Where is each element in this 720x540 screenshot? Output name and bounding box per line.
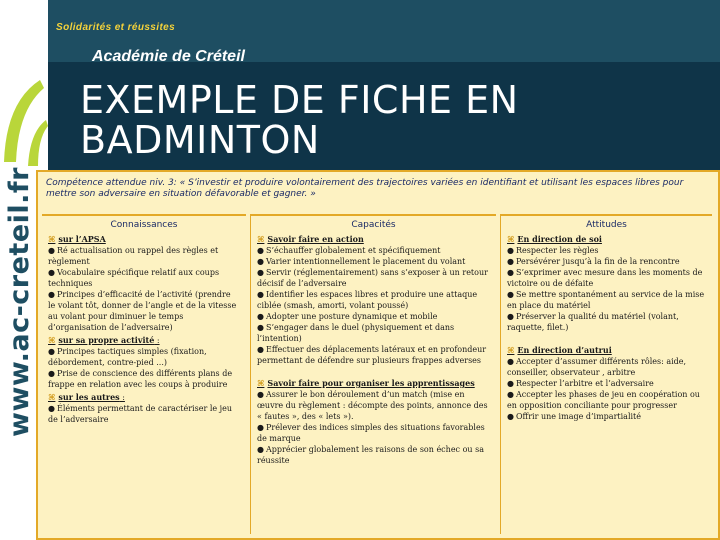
list-item bbox=[257, 289, 490, 311]
dot-icon: ● bbox=[507, 268, 514, 277]
section-label: sur sa propre activité bbox=[58, 335, 155, 345]
list-item-text: Éléments permettant de caractériser le jeu de l’adversaire bbox=[48, 404, 233, 424]
page-title: EXEMPLE DE FICHE EN BADMINTON bbox=[80, 78, 519, 162]
list-item bbox=[48, 245, 240, 267]
section-heading bbox=[48, 392, 240, 403]
dot-icon: ● bbox=[48, 268, 55, 277]
list-item bbox=[48, 368, 240, 390]
dot-icon: ● bbox=[257, 445, 264, 454]
list-item bbox=[257, 422, 490, 444]
spacer bbox=[257, 366, 490, 376]
dot-icon: ● bbox=[257, 312, 264, 321]
list-item-text: Respecter les règles bbox=[515, 246, 599, 255]
list-item-text: Prélever des indices simples des situations favorables de marque bbox=[257, 423, 485, 443]
list-item bbox=[257, 389, 490, 422]
list-item-text: Servir (réglementairement) sans s’exposer à un retour décisif de l’adversaire bbox=[257, 268, 488, 288]
list-item-text: S’échauffer globalement et spécifiquement bbox=[265, 246, 441, 255]
dot-icon: ● bbox=[257, 323, 264, 332]
dot-icon: ● bbox=[257, 345, 264, 354]
academie-name: Académie de Créteil bbox=[92, 48, 245, 65]
list-item bbox=[48, 346, 240, 368]
dot-icon: ● bbox=[507, 412, 514, 421]
section-label: Savoir faire en action bbox=[267, 234, 364, 244]
section-heading bbox=[507, 345, 706, 356]
section-suffix: : bbox=[119, 393, 125, 402]
list-item bbox=[257, 245, 490, 256]
dot-icon: ● bbox=[257, 290, 264, 299]
list-item-text: Principes tactiques simples (fixation, débordement, contre-pied ...) bbox=[48, 347, 207, 367]
bullet-icon: ⌘ bbox=[507, 234, 515, 244]
tagline: Solidarités et réussites bbox=[56, 22, 176, 33]
list-item-text: Respecter l’arbitre et l’adversaire bbox=[515, 379, 654, 388]
site-url: www.ac-creteil.fr bbox=[4, 167, 35, 437]
list-item bbox=[257, 322, 490, 344]
dot-icon: ● bbox=[257, 268, 264, 277]
section-heading bbox=[507, 234, 706, 245]
dot-icon: ● bbox=[257, 246, 264, 255]
bullet-icon: ⌘ bbox=[257, 378, 265, 388]
column-heading: Attitudes bbox=[586, 220, 627, 230]
list-item bbox=[257, 256, 490, 267]
column-capacites bbox=[250, 214, 496, 534]
section-label: sur l’APSA bbox=[58, 234, 106, 244]
list-item-text: Apprécier globalement les raisons de son échec ou sa réussite bbox=[257, 445, 484, 465]
bullet-icon: ⌘ bbox=[48, 234, 56, 244]
column-attitudes bbox=[500, 214, 712, 534]
list-item bbox=[48, 267, 240, 289]
list-item-text: S’exprimer avec mesure dans les moments de victoire ou de défaite bbox=[507, 268, 703, 288]
dot-icon: ● bbox=[507, 357, 514, 366]
section-heading bbox=[48, 234, 240, 245]
section-suffix: : bbox=[154, 336, 160, 345]
column-heading: Connaissances bbox=[110, 220, 178, 230]
list-item bbox=[507, 289, 706, 311]
section-label: En direction d’autrui bbox=[517, 345, 612, 355]
bullet-icon: ⌘ bbox=[257, 234, 265, 244]
bullet-icon: ⌘ bbox=[507, 345, 515, 355]
list-item-text: Effectuer des déplacements latéraux et en profondeur permettant de défendre sur plusieurs frappes adverses bbox=[257, 345, 487, 365]
list-item-text: Identifier les espaces libres et produire une attaque ciblée (smash, amorti, volant poussé) bbox=[257, 290, 478, 310]
section-label: En direction de soi bbox=[517, 234, 602, 244]
list-item bbox=[257, 311, 490, 322]
fiche-card bbox=[36, 170, 720, 540]
list-item bbox=[507, 411, 706, 422]
list-item-text: Adopter une posture dynamique et mobile bbox=[265, 312, 438, 321]
list-item bbox=[507, 389, 706, 411]
list-item bbox=[48, 403, 240, 425]
section-heading bbox=[257, 378, 490, 389]
dot-icon: ● bbox=[257, 423, 264, 432]
dot-icon: ● bbox=[507, 257, 514, 266]
list-item bbox=[257, 267, 490, 289]
list-item-text: Accepter d’assumer différents rôles: aide, conseiller, observateur , arbitre bbox=[507, 357, 687, 377]
bullet-icon: ⌘ bbox=[48, 392, 56, 402]
list-item-text: Principes d’efficacité de l’activité (prendre le volant tôt, donner de l’angle et de la vitesse au volant pour diminuer le temps d’organisation de l’adversaire) bbox=[48, 290, 237, 332]
list-item-text: Préserver la qualité du matériel (volant, raquette, filet.) bbox=[507, 312, 679, 332]
dot-icon: ● bbox=[507, 290, 514, 299]
dot-icon: ● bbox=[257, 257, 264, 266]
spacer bbox=[507, 333, 706, 343]
section-heading bbox=[48, 335, 240, 346]
list-item-text: S’engager dans le duel (physiquement et dans l’intention) bbox=[257, 323, 455, 343]
dot-icon: ● bbox=[48, 404, 55, 413]
list-item bbox=[257, 344, 490, 366]
dot-icon: ● bbox=[48, 290, 55, 299]
list-item-text: Prise de conscience des différents plans de frappe en relation avec les coups à produire bbox=[48, 369, 233, 389]
dot-icon: ● bbox=[48, 369, 55, 378]
dot-icon: ● bbox=[507, 246, 514, 255]
list-item-text: Varier intentionnellement le placement du volant bbox=[265, 257, 466, 266]
column-heading: Capacités bbox=[351, 220, 396, 230]
list-item bbox=[507, 378, 706, 389]
dot-icon: ● bbox=[507, 390, 514, 399]
column-connaissances bbox=[42, 214, 246, 534]
list-item-text: Persévérer jusqu’à la fin de la rencontre bbox=[515, 257, 680, 266]
section-label: sur les autres bbox=[58, 392, 120, 402]
section-heading bbox=[257, 234, 490, 245]
dot-icon: ● bbox=[507, 379, 514, 388]
dot-icon: ● bbox=[48, 246, 55, 255]
list-item bbox=[507, 256, 706, 267]
list-item bbox=[48, 289, 240, 333]
list-item bbox=[507, 245, 706, 256]
dot-icon: ● bbox=[257, 390, 264, 399]
dot-icon: ● bbox=[48, 347, 55, 356]
list-item-text: Accepter les phases de jeu en coopération ou en opposition conciliante pour progresser bbox=[507, 390, 700, 410]
bullet-icon: ⌘ bbox=[48, 335, 56, 345]
competence-attendue: Compétence attendue niv. 3: « S’investir et produire volontairement des trajectoires variées en identifiant et utilisant les espaces libres pour mettre son adversaire en situation défavorable et gagner. » bbox=[46, 178, 684, 199]
list-item-text: Offrir une image d’impartialité bbox=[515, 412, 642, 421]
section-label: Savoir faire pour organiser les apprentissages bbox=[267, 378, 475, 388]
list-item-text: Assurer le bon déroulement d’un match (mise en œuvre du règlement : décompte des points, annonce des « fautes », des « lets »). bbox=[257, 390, 488, 421]
list-item bbox=[507, 311, 706, 333]
list-item-text: Se mettre spontanément au service de la mise en place du matériel bbox=[507, 290, 705, 310]
dot-icon: ● bbox=[507, 312, 514, 321]
list-item bbox=[507, 356, 706, 378]
list-item bbox=[257, 444, 490, 466]
list-item-text: Ré actualisation ou rappel des règles et règlement bbox=[48, 246, 219, 266]
list-item-text: Vocabulaire spécifique relatif aux coups techniques bbox=[48, 268, 220, 288]
list-item bbox=[507, 267, 706, 289]
